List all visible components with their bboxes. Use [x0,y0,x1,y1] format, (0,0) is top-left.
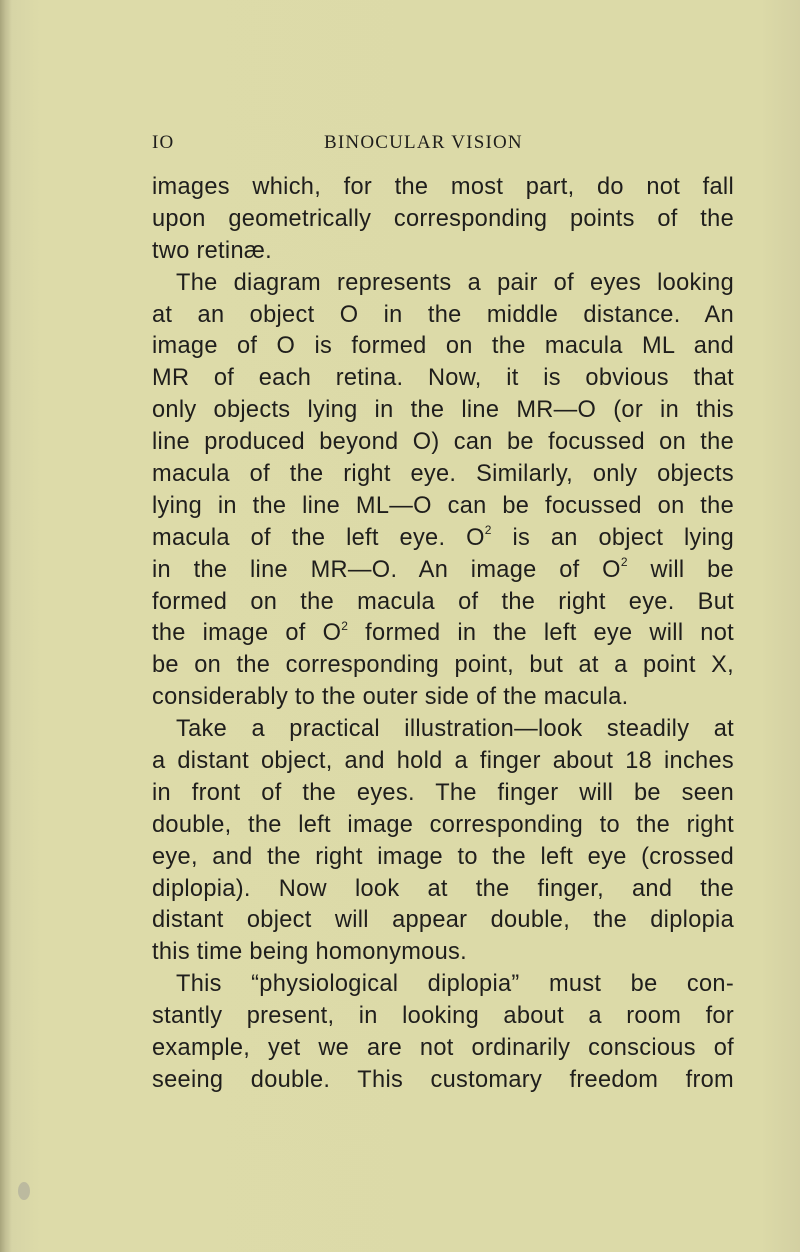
text-line: distant object will appear double, the diplopia [152,907,734,934]
text-line: diplopia). Now look at the finger, and the [152,875,734,902]
body-text [152,172,734,1097]
text-line: image of O is formed on the macula ML and [152,333,734,360]
text-line: line produced beyond O) can be focussed on the [152,429,734,456]
text-line: The diagram represents a pair of eyes looking [176,269,734,296]
text-line: considerably to the outer side of the macula. [152,684,629,711]
text-line: MR of each retina. Now, it is obvious that [152,365,734,392]
paragraph [152,268,734,714]
text-line: example, yet we are not ordinarily conscious of [152,1035,734,1062]
page-number: IO [152,132,175,153]
text-line: the image of $O^2$ formed in the left eye will not [152,618,734,647]
text-line: lying in the line ML—O can be focussed on the [152,492,734,519]
text-line: formed on the macula of the right eye. But [152,588,734,615]
page-gutter-shadow [0,0,12,1252]
book-title: BINOCULAR VISION [324,132,523,153]
text-line: in the line MR—O. An image of $O^2$ will be [152,554,734,583]
text-line: macula of the left eye. $O^2$ is an object lying [152,522,735,551]
text-line: a distant object, and hold a finger about 18 inches [152,748,734,775]
text-line: seeing double. This customary freedom from [152,1066,734,1093]
text-line: stantly present, in looking about a room for [152,1003,734,1030]
text-line: Take a practical illustration—look steadily at [176,716,734,743]
text-line: images which, for the most part, do not fall [152,174,734,200]
text-line: upon geometrically corresponding points of the [152,205,734,232]
paragraph [152,714,734,969]
text-line: This “physiological diplopia” must be con- [176,971,734,998]
text-line: macula of the right eye. Similarly, only objects [152,461,734,488]
text-line: two retinæ. [152,237,273,264]
paper-blemish [18,1182,30,1200]
text-line: only objects lying in the line MR—O (or in this [152,397,734,424]
text-line: be on the corresponding point, but at a point X, [152,652,734,679]
paragraph [152,172,734,268]
running-head [152,132,524,160]
text-line: in front of the eyes. The finger will be seen [152,779,734,806]
text-line: at an object O in the middle distance. An [152,301,734,328]
text-line: eye, and the right image to the left eye (crossed [152,843,734,870]
text-line: double, the left image corresponding to the right [152,811,734,838]
paragraph [152,969,734,1097]
text-line: this time being homonymous. [152,939,467,966]
